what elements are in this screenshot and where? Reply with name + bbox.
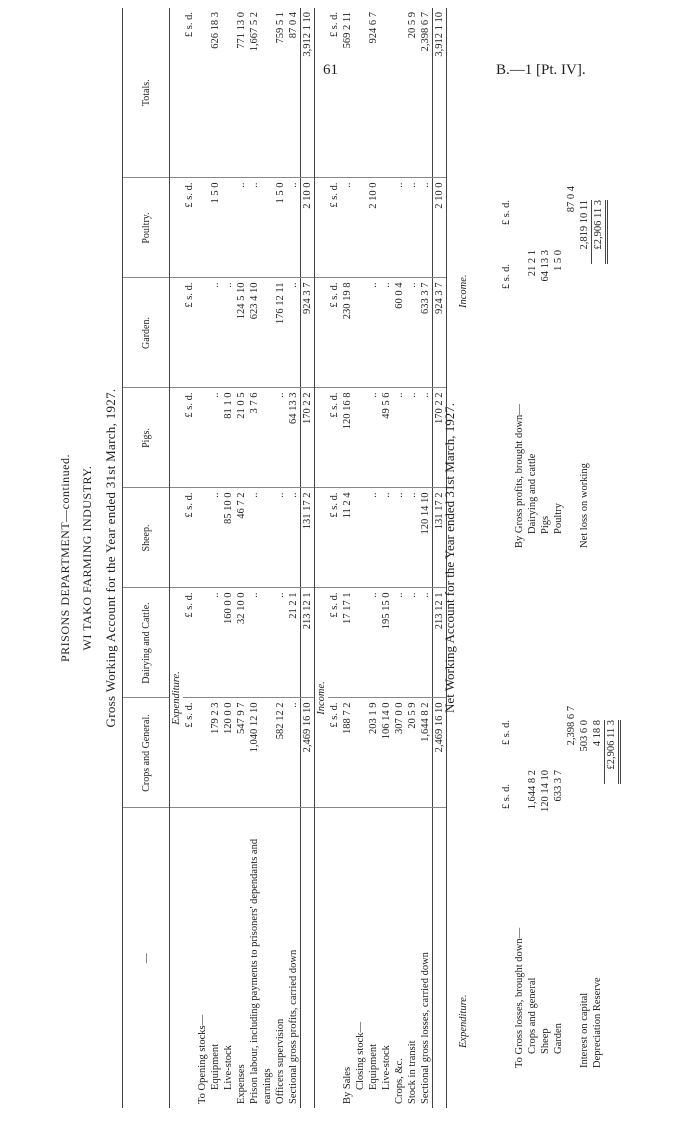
- value-cell: [354, 178, 367, 278]
- value-cell: 81 1 0: [222, 388, 235, 488]
- table-row: [274, 8, 287, 1108]
- value-cell: ..: [222, 278, 235, 388]
- value-cell: 20 5 9: [406, 8, 419, 178]
- net-row-label: Sheep: [540, 1028, 551, 1054]
- value-cell: ..: [419, 388, 433, 488]
- table-row: [235, 8, 248, 1108]
- units-cell: £ s. d.: [183, 8, 196, 178]
- value-cell: ..: [287, 178, 301, 278]
- value-cell: 20 5 9: [406, 698, 419, 808]
- value-cell: 179 2 3: [209, 698, 222, 808]
- value-cell: ..: [367, 488, 380, 588]
- value-cell: 21 2 1: [287, 588, 301, 698]
- row-label: Crops, &c.: [394, 1058, 405, 1104]
- value-cell: ..: [393, 388, 406, 488]
- value-cell: ..: [209, 278, 222, 388]
- units-cell: £ s. d.: [501, 784, 512, 810]
- value-cell: ..: [287, 488, 301, 588]
- value-cell: ..: [367, 588, 380, 698]
- table-cell: [315, 8, 329, 178]
- net-value: [539, 706, 552, 770]
- value-cell: ..: [367, 388, 380, 488]
- net-row-label: Net loss on working: [579, 463, 590, 548]
- units-row: [328, 8, 341, 1108]
- value-cell: 17 17 1: [341, 588, 354, 698]
- value-cell: 582 12 2: [274, 698, 287, 808]
- table-header-row: [123, 8, 170, 1108]
- table-row: [209, 8, 222, 1108]
- value-cell: ..: [341, 178, 354, 278]
- value-cell: 623 4 10: [248, 278, 274, 388]
- value-cell: ..: [287, 698, 301, 808]
- row-label: Sectional gross profits, carried down: [288, 949, 299, 1104]
- table-cell: [183, 808, 196, 1108]
- net-row: [578, 706, 591, 1068]
- table-cell: [170, 488, 184, 588]
- value-cell: [196, 278, 209, 388]
- table-row: [341, 8, 354, 1108]
- value-cell: 188 7 2: [341, 698, 354, 808]
- row-label: Sectional gross losses, carried down: [420, 952, 431, 1104]
- table-row: [406, 8, 419, 1108]
- value-cell: ..: [380, 278, 393, 388]
- value-cell: 1,667 5 2: [248, 8, 274, 178]
- total-cell: 2 10 0: [433, 178, 447, 278]
- net-total: £2,906 11 3: [604, 720, 621, 784]
- net-row: [565, 186, 578, 548]
- units-cell: £ s. d.: [501, 720, 512, 746]
- units-cell: £ s. d.: [328, 388, 341, 488]
- total-cell: 2,469 16 10: [433, 698, 447, 808]
- units-cell: £ s. d.: [328, 178, 341, 278]
- table-row: [287, 8, 301, 1108]
- net-row-label: Garden: [553, 1023, 564, 1054]
- net-row: [578, 186, 591, 548]
- net-right-column: [500, 186, 608, 548]
- units-cell: £ s. d.: [328, 488, 341, 588]
- value-cell: ..: [380, 488, 393, 588]
- value-cell: 569 2 11: [341, 8, 354, 178]
- gross-account-title: Gross Working Account for the Year ended 31st March, 1927.: [103, 388, 118, 728]
- table-row: [393, 8, 406, 1108]
- value-cell: ..: [274, 488, 287, 588]
- net-value: 2,819 10 11: [579, 200, 590, 250]
- value-cell: 64 13 3: [287, 388, 301, 488]
- net-value: [513, 720, 526, 784]
- net-row-label: Crops and general: [527, 977, 538, 1054]
- net-row: [539, 186, 552, 548]
- table-row: [248, 8, 274, 1108]
- value-cell: [380, 178, 393, 278]
- value-cell: ..: [393, 178, 406, 278]
- row-label: Equipment: [368, 1043, 379, 1090]
- net-value: [513, 200, 526, 264]
- value-cell: ..: [274, 588, 287, 698]
- table-cell: [315, 278, 329, 388]
- table-cell: [170, 388, 184, 488]
- net-row: [565, 706, 578, 1068]
- net-value: [526, 706, 539, 770]
- table-cell: [170, 178, 184, 278]
- value-cell: 120 0 0: [222, 698, 235, 808]
- units-cell: £ s. d.: [183, 488, 196, 588]
- value-cell: 3 7 6: [248, 388, 274, 488]
- net-value: [578, 784, 591, 848]
- net-row: [526, 186, 539, 548]
- value-cell: 633 3 7: [419, 278, 433, 388]
- net-expenditure-label: Expenditure.: [458, 994, 469, 1048]
- table-cell: [170, 808, 184, 1108]
- table-cell: [315, 178, 329, 278]
- value-cell: ..: [209, 388, 222, 488]
- value-cell: ..: [393, 588, 406, 698]
- value-cell: [196, 388, 209, 488]
- gross-working-account-table: [122, 8, 447, 1108]
- units-cell: £ s. d.: [501, 264, 512, 290]
- value-cell: 106 14 0: [380, 698, 393, 808]
- net-value: 503 6 0: [579, 720, 590, 752]
- row-label: Expenses: [236, 1064, 247, 1104]
- total-cell: 3,912 1 10: [433, 8, 447, 178]
- net-value: 87 0 4: [566, 186, 577, 213]
- units-cell: £ s. d.: [183, 178, 196, 278]
- units-cell: £ s. d.: [183, 388, 196, 488]
- net-value: [552, 706, 565, 770]
- section-label: Expenditure.: [170, 588, 184, 808]
- net-row-label: [565, 834, 578, 1068]
- total-row: [301, 8, 315, 1108]
- total-cell: 170 2 2: [301, 388, 315, 488]
- table-cell: [170, 278, 184, 388]
- value-cell: ..: [209, 588, 222, 698]
- units-row: [183, 8, 196, 1108]
- value-cell: 160 0 0: [222, 588, 235, 698]
- section-label-row: [170, 8, 184, 1108]
- total-cell: 924 3 7: [433, 278, 447, 388]
- units-cell: £ s. d.: [183, 278, 196, 388]
- value-cell: 924 6 7: [367, 8, 380, 178]
- value-cell: [196, 8, 209, 178]
- net-value: 21 2 1: [527, 250, 538, 277]
- net-value: 64 13 3: [540, 250, 551, 282]
- value-cell: 120 14 10: [419, 488, 433, 588]
- units-cell: £ s. d.: [328, 588, 341, 698]
- net-row-label: Depreciation Reserve: [592, 977, 603, 1068]
- value-cell: [222, 178, 235, 278]
- units-cell: £ s. d.: [328, 698, 341, 808]
- value-cell: [354, 8, 367, 178]
- value-cell: [196, 178, 209, 278]
- net-value: [526, 186, 539, 250]
- row-label: Prison labour, including payments to prisoners' dependants and earnings: [249, 838, 273, 1104]
- net-row-label: To Gross losses, brought down—: [514, 927, 525, 1068]
- table-cell: [170, 8, 184, 178]
- net-value: [539, 186, 552, 250]
- row-label: Live-stock: [381, 1045, 392, 1090]
- value-cell: 203 1 9: [367, 698, 380, 808]
- value-cell: 195 15 0: [380, 588, 393, 698]
- total-cell: 3,912 1 10: [301, 8, 315, 178]
- value-cell: 1 5 0: [274, 178, 287, 278]
- table-row: [380, 8, 393, 1108]
- rotated-page-content: [50, 8, 650, 1108]
- total-cell: 131 17 2: [433, 488, 447, 588]
- units-cell: £ s. d.: [183, 698, 196, 808]
- value-cell: ..: [274, 388, 287, 488]
- table-row: [222, 8, 235, 1108]
- value-cell: ..: [393, 488, 406, 588]
- net-row: [513, 706, 526, 1068]
- net-value: [513, 264, 526, 328]
- net-value: 4 18 8: [592, 720, 603, 747]
- value-cell: 85 10 0: [222, 488, 235, 588]
- value-cell: ..: [406, 278, 419, 388]
- column-header: Pigs.: [123, 388, 170, 488]
- value-cell: ..: [235, 178, 248, 278]
- net-row-label: By Gross profits, brought down—: [514, 404, 525, 548]
- value-cell: 87 0 4: [287, 8, 301, 178]
- net-income-label: Income.: [458, 274, 469, 308]
- table-cell: [315, 808, 329, 1108]
- net-row-label: Poultry: [553, 503, 564, 534]
- row-label: Equipment: [210, 1043, 221, 1090]
- value-cell: ..: [419, 588, 433, 698]
- value-cell: [354, 588, 367, 698]
- value-cell: ..: [248, 588, 274, 698]
- row-label: By Sales: [342, 1066, 353, 1104]
- net-account-title: Net Working Account for the Year ended 31st March, 1927.: [442, 403, 457, 713]
- value-cell: 1,644 8 2: [419, 698, 433, 808]
- total-cell: 2,469 16 10: [301, 698, 315, 808]
- net-row: [552, 706, 565, 1068]
- value-cell: 1 5 0: [209, 178, 222, 278]
- total-cell: 170 2 2: [433, 388, 447, 488]
- net-value: [513, 784, 526, 848]
- net-row-label: [565, 314, 578, 548]
- value-cell: [354, 698, 367, 808]
- value-cell: ..: [248, 488, 274, 588]
- column-header: —: [123, 808, 170, 1108]
- value-cell: [354, 278, 367, 388]
- column-header: Dairying and Cattle.: [123, 588, 170, 698]
- value-cell: ..: [406, 178, 419, 278]
- value-cell: [196, 488, 209, 588]
- net-left-column: [500, 706, 621, 1068]
- net-row: [526, 706, 539, 1068]
- value-cell: 1,040 12 10: [248, 698, 274, 808]
- net-value: [578, 264, 591, 328]
- value-cell: 771 13 0: [235, 8, 248, 178]
- table-cell: [301, 808, 315, 1108]
- value-cell: [354, 488, 367, 588]
- value-cell: [354, 388, 367, 488]
- value-cell: [393, 8, 406, 178]
- row-label: Live-stock: [223, 1045, 234, 1090]
- value-cell: 626 18 3: [209, 8, 222, 178]
- value-cell: 230 19 8: [341, 278, 354, 388]
- value-cell: ..: [406, 388, 419, 488]
- units-cell: £ s. d.: [501, 200, 512, 226]
- table-row: [354, 8, 367, 1108]
- column-header: Crops and General.: [123, 698, 170, 808]
- net-row: [591, 706, 604, 1068]
- net-value: [552, 186, 565, 250]
- column-header: Totals.: [123, 8, 170, 178]
- table-row: [419, 8, 433, 1108]
- units-cell: £ s. d.: [328, 278, 341, 388]
- value-cell: 32 10 0: [235, 588, 248, 698]
- value-cell: [222, 8, 235, 178]
- total-cell: 213 12 1: [301, 588, 315, 698]
- section-label: Income.: [315, 588, 329, 808]
- net-row: [513, 186, 526, 548]
- table-row: [367, 8, 380, 1108]
- value-cell: 124 5 10: [235, 278, 248, 388]
- value-cell: ..: [209, 488, 222, 588]
- row-label: To Opening stocks—: [197, 1014, 208, 1104]
- value-cell: ..: [367, 278, 380, 388]
- net-value: [565, 250, 578, 314]
- value-cell: ..: [419, 178, 433, 278]
- table-cell: [315, 388, 329, 488]
- row-label: Officers supervision: [275, 1018, 286, 1104]
- value-cell: ..: [287, 278, 301, 388]
- net-value: 633 3 7: [553, 770, 564, 802]
- value-cell: ..: [406, 588, 419, 698]
- value-cell: [196, 698, 209, 808]
- net-value: 1 5 0: [553, 250, 564, 271]
- total-cell: 213 12 1: [433, 588, 447, 698]
- net-total: £2,906 11 3: [591, 200, 608, 264]
- net-value: 1,644 8 2: [527, 770, 538, 810]
- value-cell: [380, 8, 393, 178]
- units-cell: £ s. d.: [183, 588, 196, 698]
- row-label: Stock in transit: [407, 1040, 418, 1104]
- value-cell: ..: [406, 488, 419, 588]
- value-cell: 2,398 6 7: [419, 8, 433, 178]
- value-cell: 307 0 0: [393, 698, 406, 808]
- column-header: Poultry.: [123, 178, 170, 278]
- total-cell: 131 17 2: [301, 488, 315, 588]
- section-label-row: [315, 8, 329, 1108]
- row-label: Closing stock—: [355, 1022, 366, 1090]
- page-number: 61: [323, 62, 338, 78]
- net-value: [565, 770, 578, 834]
- value-cell: 176 12 11: [274, 278, 287, 388]
- net-value: [591, 784, 604, 848]
- value-cell: 547 9 7: [235, 698, 248, 808]
- net-value: 120 14 10: [540, 770, 551, 812]
- table-row: [196, 8, 209, 1108]
- column-header: Garden.: [123, 278, 170, 388]
- total-cell: 2 10 0: [301, 178, 315, 278]
- page-reference: B.—1 [Pt. IV].: [496, 62, 586, 78]
- value-cell: 120 16 8: [341, 388, 354, 488]
- table-cell: [328, 808, 341, 1108]
- net-row: [552, 186, 565, 548]
- value-cell: 60 0 4: [393, 278, 406, 388]
- department-heading: PRISONS DEPARTMENT—continued.: [58, 453, 72, 663]
- net-row: [539, 706, 552, 1068]
- table-cell: [315, 488, 329, 588]
- value-cell: [196, 588, 209, 698]
- net-row-label: Pigs: [540, 515, 551, 534]
- net-value: 2,398 6 7: [566, 706, 577, 746]
- value-cell: 21 0 5: [235, 388, 248, 488]
- net-row-label: Interest on capital: [579, 992, 590, 1068]
- units-cell: £ s. d.: [328, 8, 341, 178]
- value-cell: 46 7 2: [235, 488, 248, 588]
- total-cell: 924 3 7: [301, 278, 315, 388]
- industry-heading: WI TAKO FARMING INDUSTRY.: [80, 465, 94, 651]
- value-cell: 2 10 0: [367, 178, 380, 278]
- value-cell: 11 2 4: [341, 488, 354, 588]
- value-cell: ..: [248, 178, 274, 278]
- column-header: Sheep.: [123, 488, 170, 588]
- value-cell: 49 5 6: [380, 388, 393, 488]
- net-row-label: Dairying and cattle: [527, 453, 538, 534]
- value-cell: 759 5 1: [274, 8, 287, 178]
